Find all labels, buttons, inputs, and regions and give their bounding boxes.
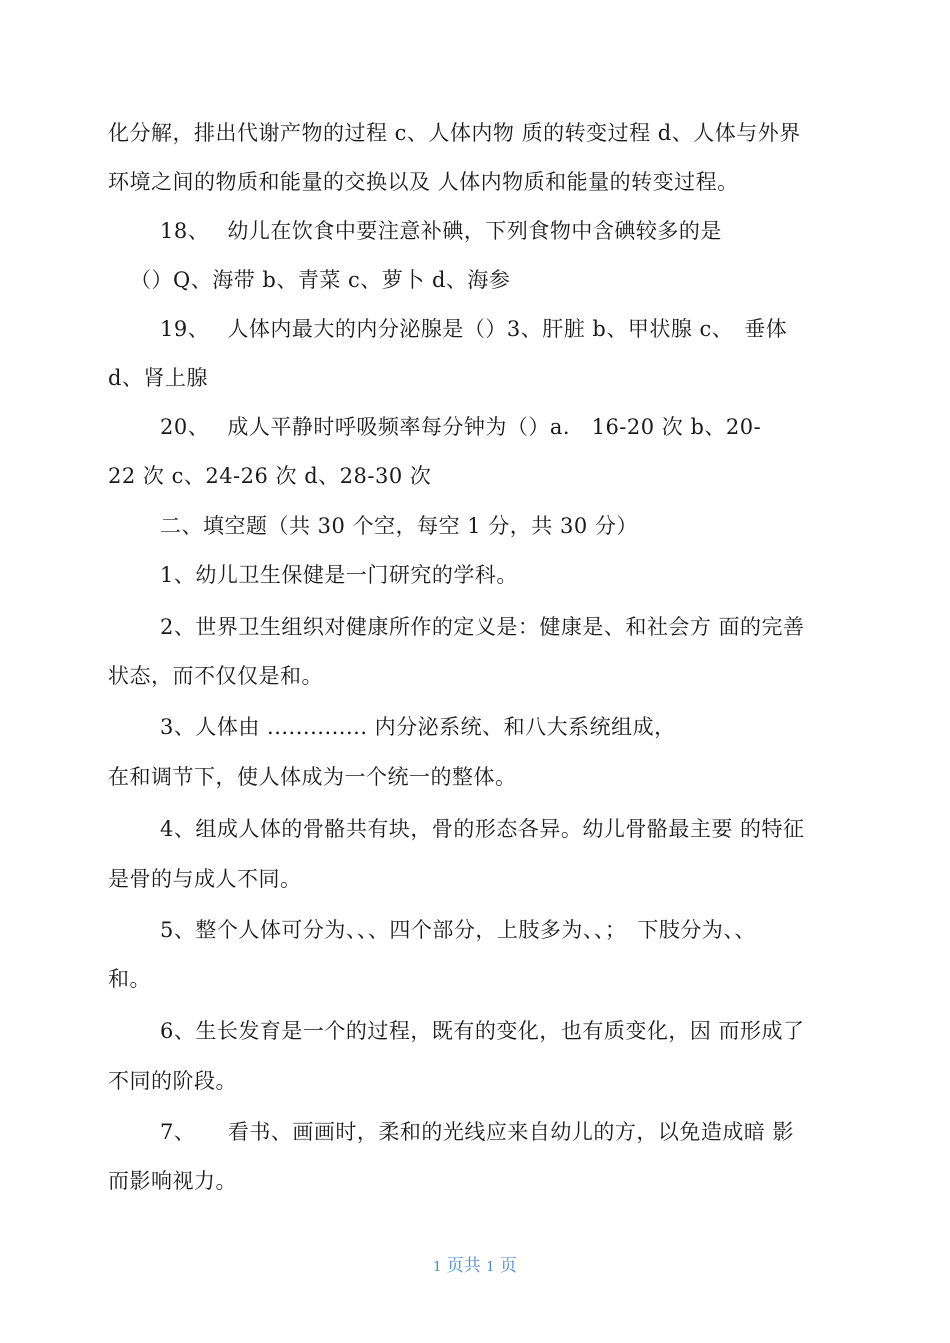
fill-blank-5-continued: 和。 bbox=[108, 967, 151, 991]
section-heading: 二、填空题（共 30 个空，每空 1 分，共 30 分） bbox=[160, 514, 638, 538]
fill-blank-2: 2、世界卫生组织对健康所作的定义是：健康是、和社会方 面的完善 bbox=[160, 615, 805, 639]
fill-blank-1: 1、幼儿卫生保健是一门研究的学科。 bbox=[160, 563, 518, 587]
question-19: 19、 人体内最大的内分泌腺是（）3、肝脏 b、甲状腺 c、 垂体 bbox=[160, 317, 788, 341]
fill-blank-7-continued: 而影响视力。 bbox=[108, 1169, 237, 1193]
question-20: 20、 成人平静时呼吸频率每分钟为（）a. 16-20 次 b、20- bbox=[160, 415, 762, 439]
footer-text: 页共 bbox=[441, 1256, 487, 1276]
fill-blank-5: 5、整个人体可分为、、、四个部分，上肢多为、、； 下肢分为、、 bbox=[160, 918, 756, 942]
fill-blank-3-continued: 在和调节下，使人体成为一个统一的整体。 bbox=[108, 765, 517, 789]
question-19-continued: d、肾上腺 bbox=[108, 366, 208, 390]
question-20-continued: 22 次 c、24-26 次 d、28-30 次 bbox=[108, 464, 432, 488]
page-footer bbox=[0, 1254, 950, 1280]
fill-blank-4-continued: 是骨的与成人不同。 bbox=[108, 867, 302, 891]
fill-blank-4: 4、组成人体的骨骼共有块，骨的形态各异。幼儿骨骼最主要 的特征 bbox=[160, 817, 805, 841]
footer-text-tail: 页 bbox=[494, 1256, 517, 1276]
question-18-options: （）Q、海带 b、青菜 c、萝卜 d、海参 bbox=[130, 268, 511, 292]
fill-blank-6: 6、生长发育是一个的过程，既有的变化，也有质变化，因 而形成了 bbox=[160, 1019, 805, 1043]
fill-blank-2-continued: 状态，而不仅仅是和。 bbox=[108, 664, 323, 688]
fill-blank-7: 7、 看书、画画时，柔和的光线应来自幼儿的方，以免造成暗 影 bbox=[160, 1120, 795, 1144]
text-line: 化分解，排出代谢产物的过程 c、人体内物 质的转变过程 d、人体与外界 bbox=[108, 121, 801, 145]
fill-blank-3: 3、人体由 .............. 内分泌系统、和八大系统组成， bbox=[160, 715, 676, 739]
current-page-number: 1 bbox=[433, 1260, 442, 1275]
fill-blank-6-continued: 不同的阶段。 bbox=[108, 1069, 237, 1093]
total-page-number: 1 bbox=[486, 1260, 495, 1275]
text-line: 环境之间的物质和能量的交换以及 人体内物质和能量的转变过程。 bbox=[108, 170, 739, 194]
question-18: 18、 幼儿在饮食中要注意补碘，下列食物中含碘较多的是 bbox=[160, 219, 722, 243]
